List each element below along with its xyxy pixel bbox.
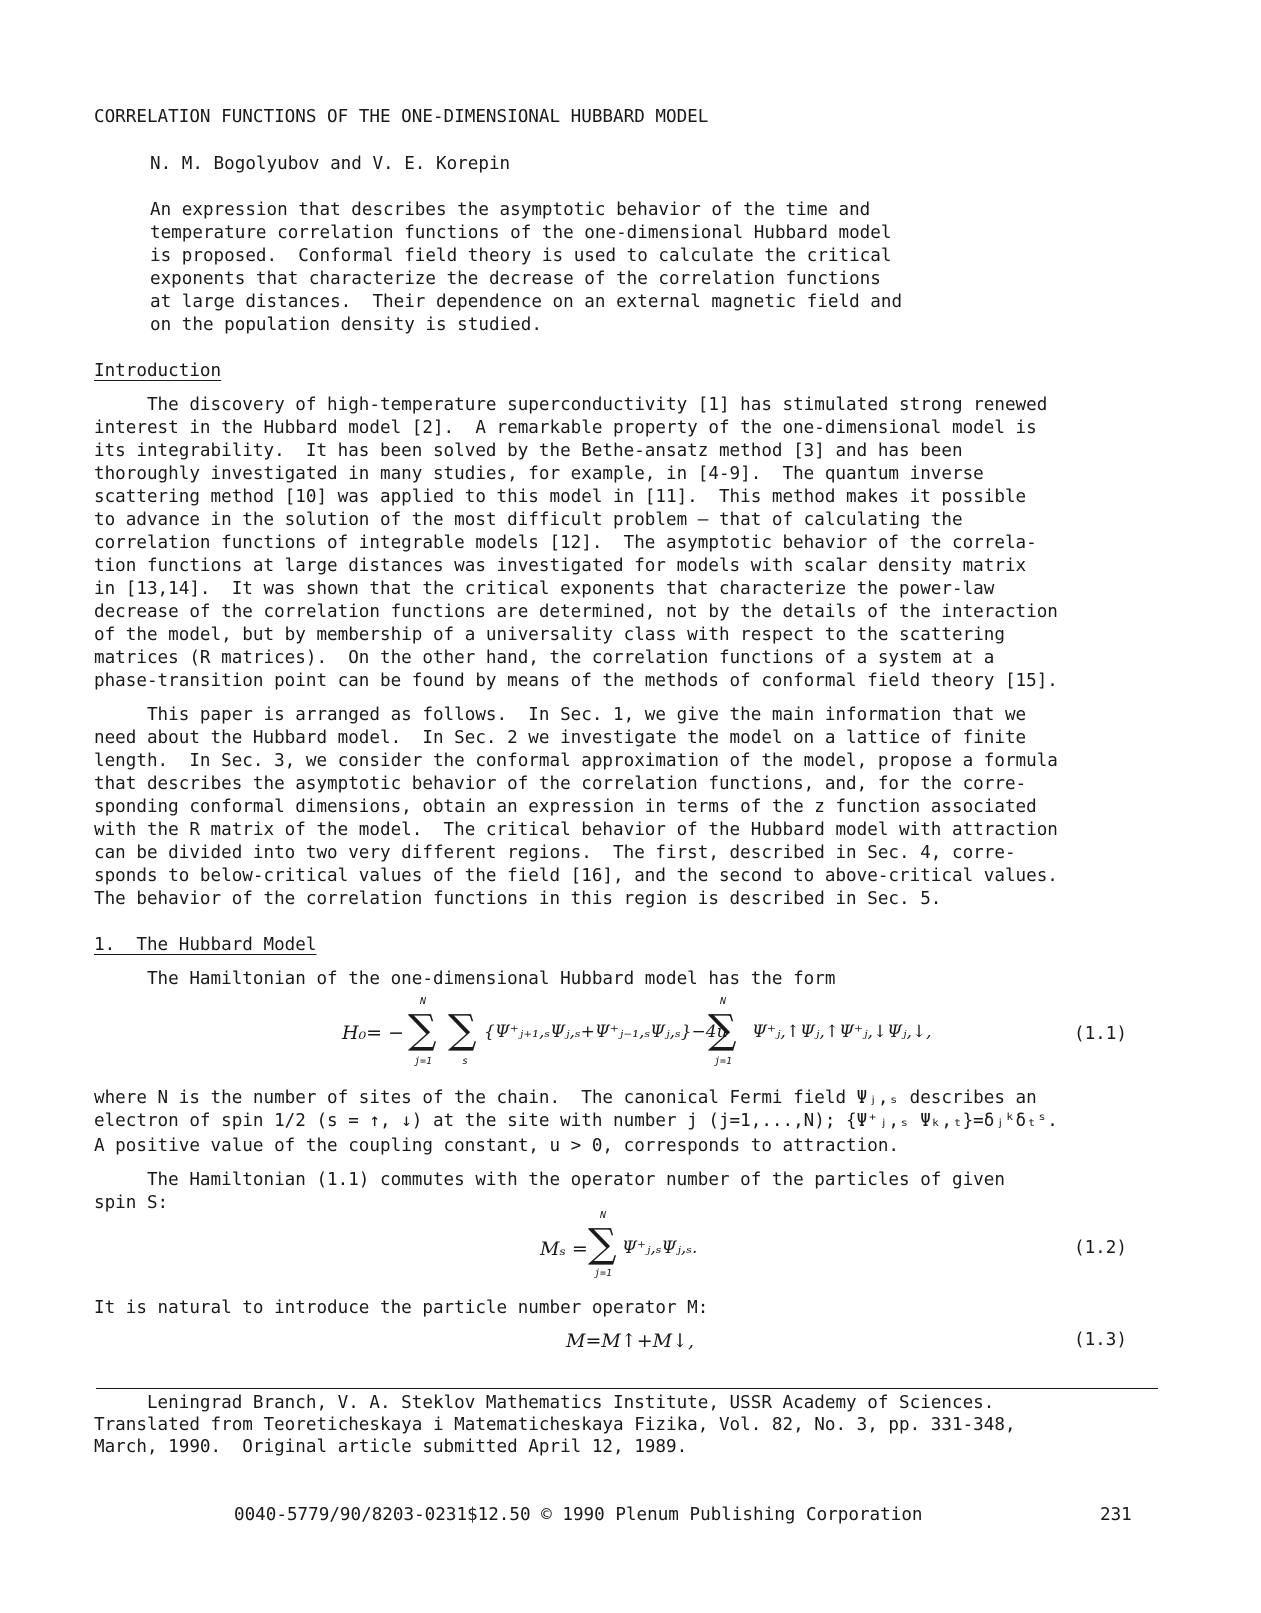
- summation-symbol: ∑: [588, 1221, 617, 1267]
- sum-lower-limit: s: [462, 1056, 469, 1067]
- text-line: with the R matrix of the model. The critical behavior of the Hubbard model with attraction: [94, 820, 1058, 840]
- text-line: electron of spin 1/2 (s = ↑, ↓) at the site with number j (j=1,...,N); {Ψ⁺ⱼ,ₛ Ψₖ,ₜ}=δⱼᵏδₜˢ.: [94, 1111, 1058, 1131]
- summation-symbol: ∑: [448, 1007, 477, 1053]
- eq-lhs: Mₛ =: [540, 1238, 588, 1260]
- text-line: This paper is arranged as follows. In Sec. 1, we give the main information that we: [94, 705, 1027, 725]
- text-line: Translated from Teoreticheskaya i Matematicheskaya Fizika, Vol. 82, No. 3, pp. 331-348,: [94, 1415, 1016, 1435]
- text-line: thoroughly investigated in many studies, for example, in [4-9]. The quantum inverse: [94, 464, 984, 484]
- abstract-line: exponents that characterize the decrease of the correlation functions: [150, 269, 881, 289]
- sum-upper-limit: N: [420, 996, 427, 1007]
- section-heading: 1. The Hubbard Model: [94, 935, 317, 955]
- abstract-line: is proposed. Conformal field theory is used to calculate the critical: [150, 246, 892, 266]
- equation-number: (1.2): [1074, 1238, 1127, 1258]
- equation-number: (1.1): [1074, 1024, 1127, 1044]
- text-line: Leningrad Branch, V. A. Steklov Mathematics Institute, USSR Academy of Sciences.: [94, 1393, 995, 1413]
- text-line: that describes the asymptotic behavior of the correlation functions, and, for the corre-: [94, 774, 1027, 794]
- eq-body: Ψ⁺ⱼ,ₛΨⱼ,ₛ.: [622, 1238, 698, 1258]
- footnote-rule: [96, 1388, 1158, 1389]
- eq-body: {Ψ⁺ⱼ₊₁,ₛΨⱼ,ₛ+Ψ⁺ⱼ₋₁,ₛΨⱼ,ₛ}−4u: [484, 1022, 728, 1042]
- abstract-line: on the population density is studied.: [150, 315, 542, 335]
- abstract-line: An expression that describes the asymptotic behavior of the time and: [150, 200, 871, 220]
- eq-body: M=M↑+M↓,: [566, 1330, 695, 1352]
- text-line: The behavior of the correlation functions in this region is described in Sec. 5.: [94, 889, 942, 909]
- text-line: can be divided into two very different regions. The first, described in Sec. 4, corre-: [94, 843, 1016, 863]
- text-line: spin S:: [94, 1193, 169, 1213]
- text-line: tion functions at large distances was investigated for models with scalar density matrix: [94, 556, 1027, 576]
- eq-body: Ψ⁺ⱼ,↑Ψⱼ,↑Ψ⁺ⱼ,↓Ψⱼ,↓,: [752, 1022, 932, 1042]
- summation-symbol: ∑: [708, 1007, 737, 1053]
- text-line: scattering method [10] was applied to this model in [11]. This method makes it possible: [94, 487, 1027, 507]
- sum-lower-limit: j=1: [594, 1268, 613, 1279]
- sum-lower-limit: j=1: [714, 1056, 733, 1067]
- sum-upper-limit: N: [600, 1210, 607, 1221]
- text-line: matrices (R matrices). On the other hand, the correlation functions of a system at a: [94, 648, 995, 668]
- text-line: need about the Hubbard model. In Sec. 2 we investigate the model on a lattice of finite: [94, 728, 1027, 748]
- eq-lhs: H₀= −: [342, 1022, 405, 1044]
- publication-code: 0040-5779/90/8203-0231$12.50 © 1990 Plenum Publishing Corporation: [234, 1505, 923, 1525]
- text-line: sponding conformal dimensions, obtain an expression in terms of the z function associated: [94, 797, 1037, 817]
- text-line: The Hamiltonian of the one-dimensional Hubbard model has the form: [94, 969, 836, 989]
- text-line: of the model, but by membership of a universality class with respect to the scattering: [94, 625, 1005, 645]
- text-line: where N is the number of sites of the chain. The canonical Fermi field Ψⱼ,ₛ describes an: [94, 1088, 1037, 1108]
- text-line: The discovery of high-temperature superconductivity [1] has stimulated strong renewed: [94, 395, 1048, 415]
- text-line: its integrability. It has been solved by the Bethe-ansatz method [3] and has been: [94, 441, 963, 461]
- abstract-line: temperature correlation functions of the one-dimensional Hubbard model: [150, 223, 892, 243]
- text-line: sponds to below-critical values of the field [16], and the second to above-critical values.: [94, 866, 1058, 886]
- text-line: phase-transition point can be found by means of the methods of conformal field theory [15].: [94, 671, 1058, 691]
- equation-number: (1.3): [1074, 1330, 1127, 1350]
- abstract-line: at large distances. Their dependence on an external magnetic field and: [150, 292, 903, 312]
- text-line: correlation functions of integrable models [12]. The asymptotic behavior of the correla-: [94, 533, 1037, 553]
- paper-title: CORRELATION FUNCTIONS OF THE ONE-DIMENSIONAL HUBBARD MODEL: [94, 107, 709, 127]
- text-line: A positive value of the coupling constant, u > 0, corresponds to attraction.: [94, 1136, 900, 1156]
- text-line: length. In Sec. 3, we consider the conformal approximation of the model, propose a formula: [94, 751, 1058, 771]
- text-line: interest in the Hubbard model [2]. A remarkable property of the one-dimensional model is: [94, 418, 1037, 438]
- text-line: The Hamiltonian (1.1) commutes with the operator number of the particles of given: [94, 1170, 1005, 1190]
- summation-symbol: ∑: [408, 1007, 437, 1053]
- authors: N. M. Bogolyubov and V. E. Korepin: [150, 154, 511, 174]
- text-line: in [13,14]. It was shown that the critical exponents that characterize the power-law: [94, 579, 995, 599]
- text-line: It is natural to introduce the particle number operator M:: [94, 1298, 709, 1318]
- page-number: 231: [1100, 1505, 1132, 1525]
- intro-heading: Introduction: [94, 361, 222, 381]
- text-line: March, 1990. Original article submitted April 12, 1989.: [94, 1437, 688, 1457]
- sum-lower-limit: j=1: [414, 1056, 433, 1067]
- text-line: to advance in the solution of the most difficult problem — that of calculating the: [94, 510, 963, 530]
- text-line: decrease of the correlation functions are determined, not by the details of the interaction: [94, 602, 1058, 622]
- sum-upper-limit: N: [720, 996, 727, 1007]
